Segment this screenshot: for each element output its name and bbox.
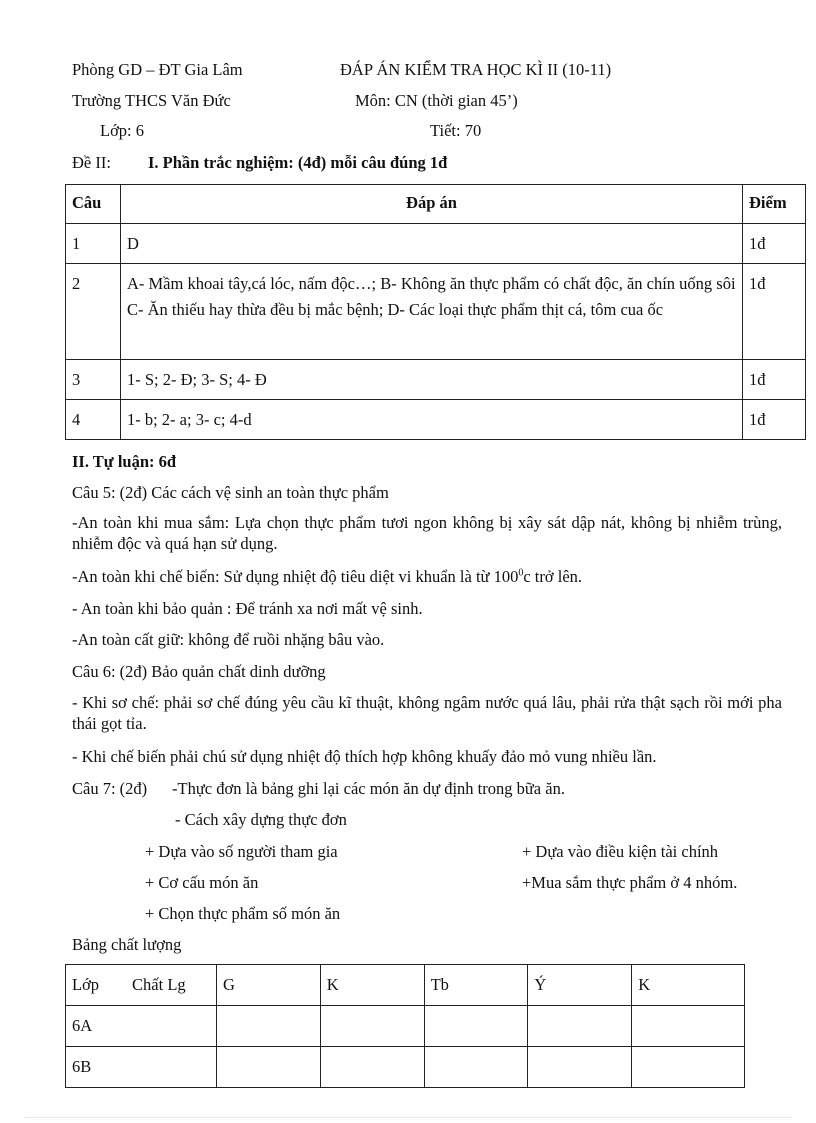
answer-line: C- Ăn thiếu hay thừa đều bị mắc bệnh; D- Các loại thực phẩm thịt cá, tôm cua ốc bbox=[126, 299, 664, 319]
question-number: 2 bbox=[66, 264, 121, 360]
class-label: Lớp: 6 bbox=[100, 121, 145, 140]
question-number: 4 bbox=[66, 400, 121, 440]
header-grade: Tb bbox=[424, 965, 528, 1006]
score: 1đ bbox=[743, 264, 806, 360]
degree-superscript: 0 bbox=[518, 567, 524, 579]
school-name: Trường THCS Văn Đức bbox=[72, 91, 231, 110]
q5-item: -An toàn khi mua sắm: Lựa chọn thực phẩm tươi ngon không bị xây sát dập nát, không bị nhiễm trùng, nhiễm độc và quá hạn sử dụng. bbox=[72, 513, 782, 553]
score: 1đ bbox=[743, 360, 806, 400]
score: 1đ bbox=[743, 400, 806, 440]
answer-text: 1- b; 2- a; 3- c; 4-d bbox=[120, 400, 742, 440]
part2-title: II. Tự luận: 6đ bbox=[72, 452, 177, 471]
q5-item bbox=[72, 567, 582, 588]
q5-item: - An toàn khi bảo quản : Để tránh xa nơi mất vệ sinh. bbox=[72, 599, 423, 618]
q7-label: Câu 7: (2đ) bbox=[72, 779, 148, 798]
score: 1đ bbox=[743, 224, 806, 264]
quality-title: Bảng chất lượng bbox=[72, 935, 182, 954]
cell bbox=[632, 1006, 745, 1047]
q7-left-item: + Chọn thực phẩm số món ăn bbox=[145, 904, 341, 923]
q7-right-item: +Mua sắm thực phẩm ở 4 nhóm. bbox=[522, 873, 738, 892]
cell bbox=[528, 1047, 632, 1088]
q5-item: -An toàn cất giữ: không để ruồi nhặng bâu vào. bbox=[72, 630, 385, 649]
table-row bbox=[66, 264, 806, 360]
period-label: Tiết: 70 bbox=[430, 121, 482, 140]
cell bbox=[632, 1047, 745, 1088]
header-class: Lớp Chất Lg bbox=[66, 965, 217, 1006]
exam-code: Đề II: bbox=[72, 153, 111, 172]
question-number: 1 bbox=[66, 224, 121, 264]
page-bottom-divider bbox=[24, 1117, 792, 1118]
header-grade: K bbox=[632, 965, 745, 1006]
header-grade: Ý bbox=[528, 965, 632, 1006]
header-answer: Đáp án bbox=[120, 185, 742, 224]
cell bbox=[424, 1006, 528, 1047]
cell bbox=[320, 1006, 424, 1047]
cell bbox=[424, 1047, 528, 1088]
answer-text bbox=[120, 264, 742, 360]
answer-text: D bbox=[120, 224, 742, 264]
header-grade: K bbox=[320, 965, 424, 1006]
cell bbox=[528, 1006, 632, 1047]
q7-left-item: + Dựa vào số người tham gia bbox=[145, 842, 338, 861]
table-row bbox=[66, 1047, 745, 1088]
part1-title: I. Phần trắc nghiệm: (4đ) mỗi câu đúng 1đ bbox=[148, 153, 448, 172]
q5-item-text-tail: c trở lên. bbox=[523, 567, 583, 586]
q5-title: Câu 5: (2đ) Các cách vệ sinh an toàn thực phẩm bbox=[72, 483, 389, 502]
quality-table bbox=[65, 964, 745, 1088]
quality-table-header bbox=[66, 965, 745, 1006]
table-row bbox=[66, 1006, 745, 1047]
header-question: Câu bbox=[66, 185, 121, 224]
q7-right-item: + Dựa vào điều kiện tài chính bbox=[522, 842, 719, 861]
table-row bbox=[66, 360, 806, 400]
cell bbox=[216, 1006, 320, 1047]
document-title: ĐÁP ÁN KIỂM TRA HỌC KÌ II (10-11) bbox=[340, 60, 612, 79]
q6-title: Câu 6: (2đ) Bảo quản chất dinh dưỡng bbox=[72, 662, 326, 681]
table-row bbox=[66, 224, 806, 264]
table-row bbox=[66, 400, 806, 440]
answer-text: 1- S; 2- Đ; 3- S; 4- Đ bbox=[120, 360, 742, 400]
answer-table bbox=[65, 184, 806, 440]
answer-line: A- Mầm khoai tây,cá lóc, nấm độc…; B- Không ăn thực phẩm có chất độc, ăn chín uống sôi bbox=[126, 274, 736, 293]
q5-item-text: -An toàn khi chế biến: Sử dụng nhiệt độ tiêu diệt vi khuẩn là từ 100 bbox=[72, 567, 519, 586]
q6-item: - Khi sơ chế: phải sơ chế đúng yêu cầu kĩ thuật, không ngâm nước quá lâu, phải rửa thật sạch rồi mới pha thái gọt tỉa. bbox=[72, 693, 782, 733]
subject: Môn: CN (thời gian 45’) bbox=[355, 91, 518, 110]
answer-table-header bbox=[66, 185, 806, 224]
question-number: 3 bbox=[66, 360, 121, 400]
q7-definition: -Thực đơn là bảng ghi lại các món ăn dự định trong bữa ăn. bbox=[172, 779, 565, 798]
cell bbox=[216, 1047, 320, 1088]
q7-subtitle: - Cách xây dựng thực đơn bbox=[175, 810, 347, 829]
class-name: 6A bbox=[66, 1006, 217, 1047]
header-score: Điểm bbox=[743, 185, 806, 224]
class-name: 6B bbox=[66, 1047, 217, 1088]
q7-left-item: + Cơ cấu món ăn bbox=[145, 873, 259, 892]
q6-item: - Khi chế biến phải chú sử dụng nhiệt độ thích hợp không khuấy đảo mỏ vung nhiều lần. bbox=[72, 747, 657, 766]
header-grade: G bbox=[216, 965, 320, 1006]
school-office: Phòng GD – ĐT Gia Lâm bbox=[72, 60, 243, 79]
cell bbox=[320, 1047, 424, 1088]
